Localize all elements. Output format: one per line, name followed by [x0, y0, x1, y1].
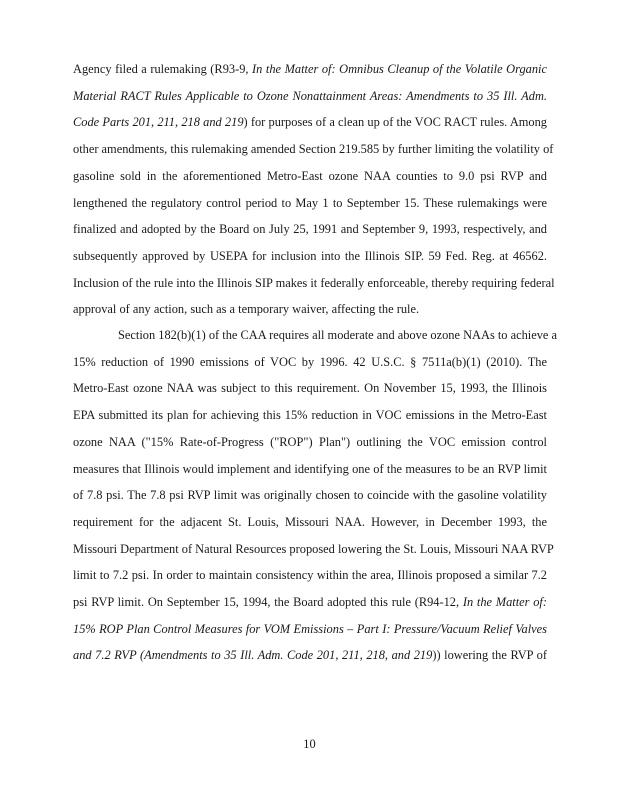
text-line: [73, 136, 554, 163]
text-run: limit to 7.2 psi. In order to maintain consistency within the area, Illinois proposed a similar 7.2: [73, 568, 547, 583]
italic-citation: In the Matter of: Omnibus Cleanup of the Volatile Organic: [252, 62, 548, 76]
text-line: [73, 642, 547, 669]
text-run: of 7.8 psi. The 7.8 psi RVP limit was originally chosen to coincide with the gasoline volatility: [73, 488, 547, 503]
text-run: Inclusion of the rule into the Illinois SIP makes it federally enforceable, thereby requiring federal: [73, 275, 555, 290]
text-line: [73, 190, 547, 217]
text-run: Missouri Department of Natural Resources proposed lowering the St. Louis, Missouri NAA RVP: [73, 541, 554, 556]
text-line: [73, 56, 547, 83]
text-run: ) for purposes of a clean up of the VOC RACT rules. Among: [243, 115, 547, 130]
text-run: Metro-East ozone NAA was subject to this requirement. On November 15, 1993, the Illinois: [73, 381, 547, 396]
text-line: [73, 509, 547, 536]
italic-citation: and 7.2 RVP (Amendments to 35 Ill. Adm. Code 201, 211, 218, and 219: [73, 648, 433, 663]
page-number: 10: [303, 737, 316, 751]
text-run: subsequently approved by USEPA for inclusion into the Illinois SIP. 59 Fed. Reg. at 46562.: [73, 248, 547, 263]
text-run: approval of any action, such as a temporary waiver, affecting the rule.: [73, 302, 420, 317]
text-line: [73, 349, 547, 376]
text-run: measures that Illinois would implement and identifying one of the measures to be an RVP limit: [73, 461, 547, 476]
text-line: [73, 536, 554, 563]
italic-citation: 15% ROP Plan Control Measures for VOM Emissions – Part I: Pressure/Vacuum Relief Valves: [73, 621, 547, 636]
text-run: Agency filed a rulemaking (R93-9,: [73, 62, 253, 76]
italic-citation: In the Matter of:: [462, 595, 547, 610]
text-run: psi RVP limit. On September 15, 1994, the Board adopted this rule (R94-12,: [73, 595, 463, 610]
text-run: requirement for the adjacent St. Louis, Missouri NAA. However, in December 1993, the: [73, 514, 547, 529]
italic-citation: Material RACT Rules Applicable to Ozone Nonattainment Areas: Amendments to 35 Ill. Adm.: [73, 88, 547, 103]
text-line: [73, 109, 547, 136]
text-run: Section 182(b)(1) of the CAA requires all moderate and above ozone NAAs to achieve a: [118, 328, 558, 342]
text-line: [73, 322, 558, 349]
text-line: [73, 296, 547, 323]
text-line: [73, 429, 547, 456]
text-run: 15% reduction of 1990 emissions of VOC by 1996. 42 U.S.C. § 7511a(b)(1) (2010). The: [73, 354, 547, 369]
text-line: [73, 375, 547, 402]
text-line: [73, 562, 547, 589]
text-line: [73, 616, 547, 643]
text-run: other amendments, this rulemaking amended Section 219.585 by further limiting the volatility of: [73, 142, 554, 157]
text-line: [73, 402, 547, 429]
paragraph-2: [73, 322, 558, 669]
text-line: [73, 163, 547, 190]
text-line: [73, 216, 547, 243]
text-line: [73, 456, 547, 483]
italic-citation: Code Parts 201, 211, 218 and 219: [73, 115, 244, 130]
text-run: lengthened the regulatory control period to May 1 to September 15. These rulemakings were: [73, 195, 547, 210]
text-line: [73, 589, 547, 616]
text-run: finalized and adopted by the Board on July 25, 1991 and September 9, 1993, respectively, and: [73, 222, 547, 237]
text-run: ozone NAA ("15% Rate-of-Progress ("ROP") Plan") outlining the VOC emission control: [73, 434, 547, 449]
text-run: gasoline sold in the aforementioned Metro-East ozone NAA counties to 9.0 psi RVP and: [73, 168, 547, 183]
paragraph-1: [73, 56, 555, 323]
text-run: )) lowering the RVP of: [432, 648, 547, 663]
text-run: EPA submitted its plan for achieving this 15% reduction in VOC emissions in the Metro-East: [73, 408, 547, 423]
text-line: [73, 270, 555, 297]
text-line: [73, 243, 547, 270]
text-line: [73, 83, 547, 110]
text-line: [73, 482, 547, 509]
